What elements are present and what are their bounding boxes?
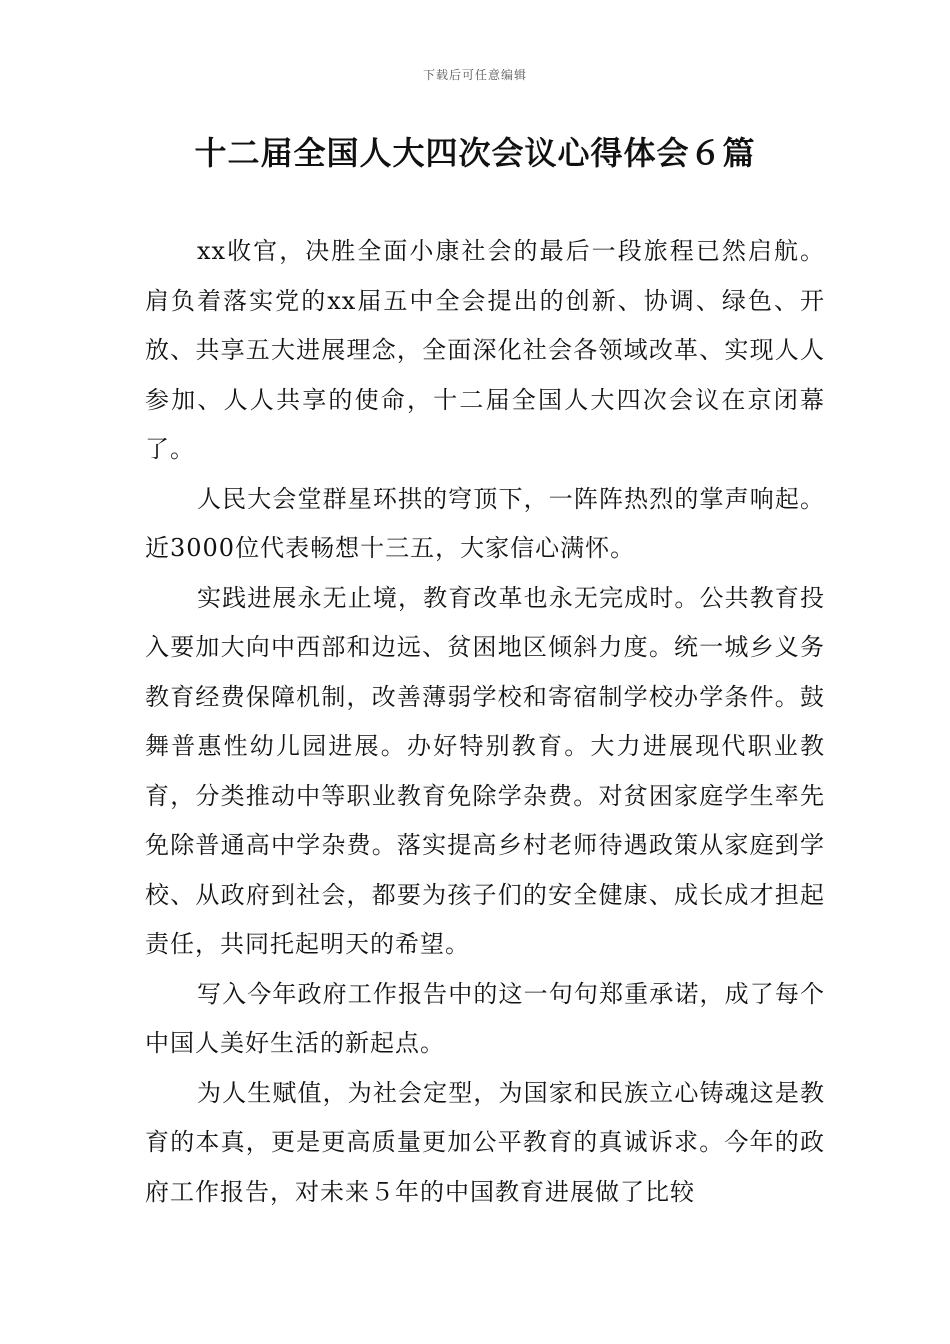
paragraph: 为人生赋值，为社会定型，为国家和民族立心铸魂这是教育的本真，更是更高质量更加公平教育的真诚诉求。今年的政府工作报告，对未来５年的中国教育进展做了比较 — [145, 1078, 825, 1206]
paragraph: 实践进展永无止境，教育改革也永无完成时。公共教育投入要加大向中西部和边远、贫困地区倾斜力度。统一城乡义务教育经费保障机制，改善薄弱学校和寄宿制学校办学条件。鼓舞普惠性幼儿园进展。办好特别教育。大力进展现代职业教育，分类推动中等职业教育免除学杂费。对贫困家庭学生率先免除普通高中学杂费。落实提高乡村老师待遇政策从家庭到学校、从政府到社会，都要为孩子们的安全健康、成长成才担起责任，共同托起明天的希望。 — [145, 583, 825, 958]
document-body — [145, 227, 825, 1217]
paragraph: xx收官，决胜全面小康社会的最后一段旅程已然启航。肩负着落实党的xx届五中全会提出的创新、协调、绿色、开放、共享五大进展理念，全面深化社会各领域改革、实现人人参加、人人共享的使命，十二届全国人大四次会议在京闭幕了。 — [145, 237, 825, 463]
document-title: 十二届全国人大四次会议心得体会６篇 — [194, 134, 756, 172]
paragraph: 写入今年政府工作报告中的这一句句郑重承诺，成了每个中国人美好生活的新起点。 — [145, 979, 825, 1057]
header-note: 下载后可任意编辑 — [422, 68, 527, 82]
paragraph: 人民大会堂群星环拱的穹顶下，一阵阵热烈的掌声响起。近3000位代表畅想十三五，大家信心满怀。 — [145, 484, 825, 562]
